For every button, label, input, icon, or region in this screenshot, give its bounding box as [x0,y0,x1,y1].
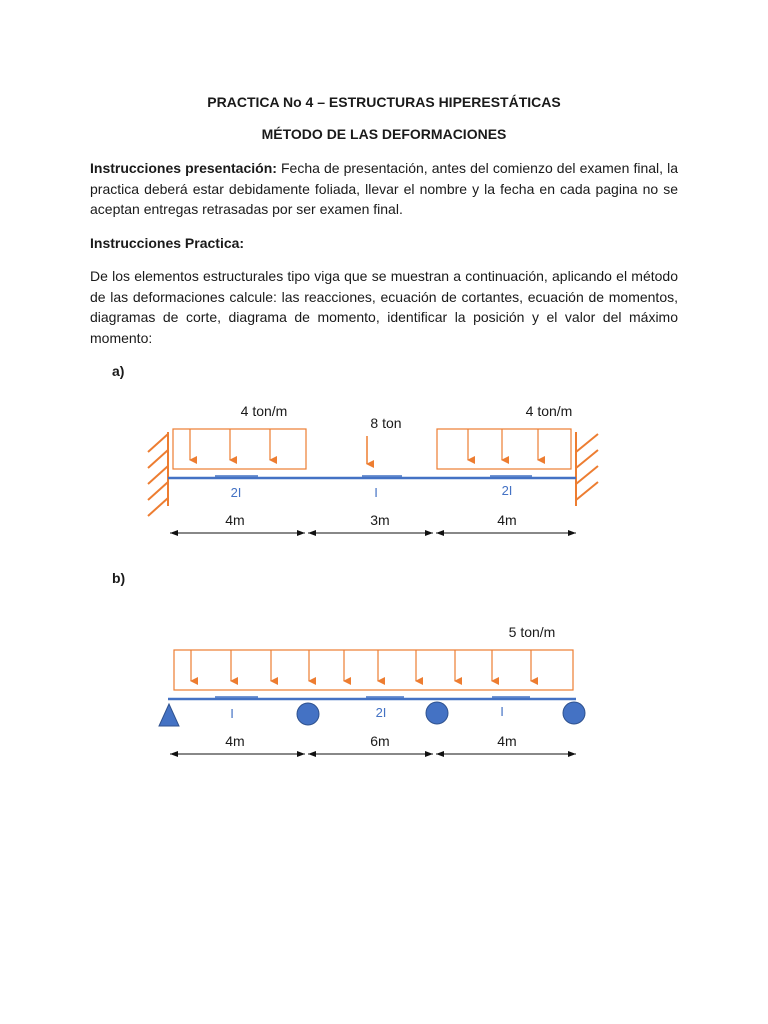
inertia-label-3: 2I [501,483,513,498]
span-label-3: 4m [497,512,517,528]
inertia-label-b3: I [500,704,504,719]
point-load-label: 8 ton [370,415,402,431]
beam-a-label: a) [112,363,125,379]
document-title: PRACTICA No 4 – ESTRUCTURAS HIPERESTÁTICAS [207,94,561,110]
span-label-1: 4m [225,512,245,528]
inertia-label-1: 2I [230,485,242,500]
roller-support-icon-3 [563,702,585,724]
inertia-label-2: I [374,485,378,500]
distributed-load-left [173,429,306,469]
beam-b-diagram [159,624,585,754]
span-label-b1: 4m [225,733,245,749]
beam-b-label: b) [112,570,126,586]
practice-instructions-heading: Instrucciones Practica: [90,235,245,251]
document-subtitle: MÉTODO DE LAS DEFORMACIONES [261,126,507,142]
load-left-label: 4 ton/m [240,403,288,419]
fixed-support-left-icon [148,432,168,516]
distributed-load-right [437,429,571,469]
span-label-2: 3m [370,512,390,528]
span-label-b3: 4m [497,733,517,749]
load-right-label: 4 ton/m [525,403,573,419]
inertia-label-b1: I [230,706,234,721]
fixed-support-right-icon [576,432,598,506]
pin-support-icon [159,704,179,726]
roller-support-icon-1 [297,703,319,725]
roller-support-icon-2 [426,702,448,724]
inertia-label-b2: 2I [375,705,387,720]
presentation-label: Instrucciones presentación: [90,160,277,176]
span-label-b2: 6m [370,733,390,749]
distributed-load-full [174,650,573,690]
practice-body-text: De los elementos estructurales tipo viga que se muestran a continuación, aplicando el método de las deformaciones calcule: las reacciones, ecuación de cortantes, ecuación de momentos, diagramas de corte, diagrama de momento, identificar la posición y el valor del máximo momento: [90,268,678,346]
presentation-text: Fecha de presentación, antes del comienzo del examen final, la practica deberá estar debidamente foliada, llevar el nombre y la fecha en cada pagina no se aceptan entregas retrasadas por ser examen final. [90,160,678,217]
beam-a-diagram [148,403,598,533]
distributed-load-label: 5 ton/m [508,624,556,640]
